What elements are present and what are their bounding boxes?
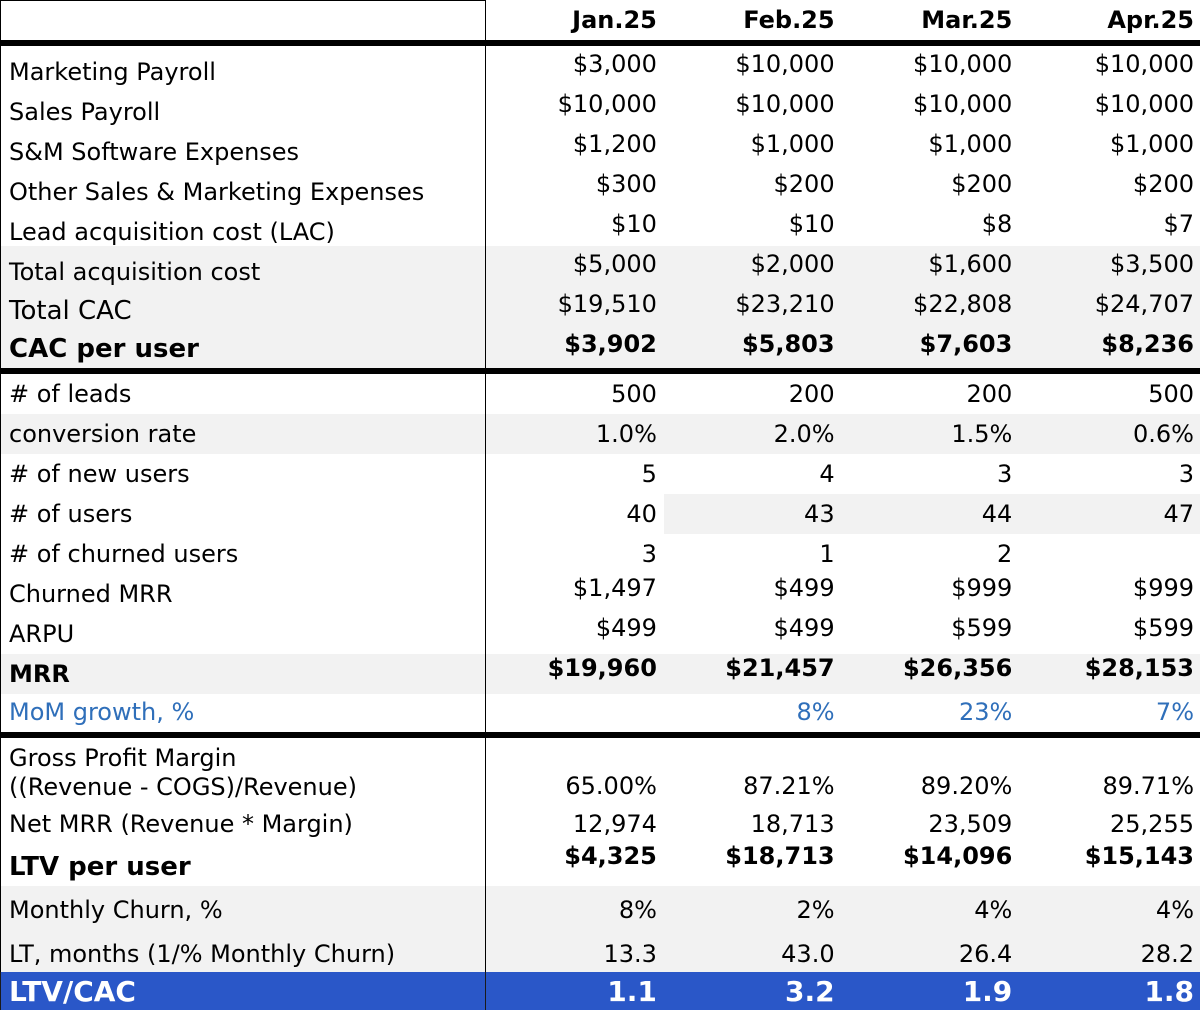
value-cell[interactable]: $28,153 [1019,654,1200,694]
table-row [0,166,1200,206]
row-label[interactable]: Churned MRR [0,574,486,614]
value-cell[interactable]: $7,603 [842,326,1020,368]
value-cell[interactable]: $3,902 [486,326,664,368]
table-row [0,414,1200,454]
row-label[interactable]: LTV/CAC [0,972,486,1010]
row-label[interactable]: # of churned users [0,534,486,574]
value-cell[interactable]: 23,509 [928,810,1013,838]
value-cell[interactable]: $24,707 [1019,286,1200,326]
value-cell[interactable]: 3 [997,460,1013,488]
value-cell[interactable]: 26.4 [842,932,1020,972]
value-cell[interactable]: $599 [1132,614,1194,642]
row-label[interactable]: Lead acquisition cost (LAC) [0,206,486,246]
row-label-line2: ((Revenue - COGS)/Revenue) [9,773,357,801]
value-cell[interactable]: 47 [1019,494,1200,534]
value-cell[interactable]: $1,000 [928,130,1013,158]
value-cell[interactable]: $5,803 [664,326,842,368]
value-cell[interactable]: $10 [788,210,835,238]
value-cell[interactable]: $599 [951,614,1013,642]
value-cell[interactable]: $1,000 [1110,130,1194,158]
value-cell[interactable]: 4% [1019,886,1200,932]
value-cell[interactable]: 44 [842,494,1020,534]
row-label[interactable]: S&M Software Expenses [0,126,486,166]
table-row [0,534,1200,574]
value-cell[interactable]: 500 [1148,380,1194,408]
value-cell[interactable]: $200 [951,170,1013,198]
value-cell[interactable]: $499 [595,614,657,642]
table-row [0,694,1200,738]
value-cell[interactable]: $10,000 [1094,90,1194,118]
value-cell[interactable]: 28.2 [1019,932,1200,972]
table-row [0,126,1200,166]
value-cell[interactable]: 3 [641,540,657,568]
table-row [0,804,1200,842]
row-label[interactable]: LT, months (1/% Monthly Churn) [0,932,486,972]
value-cell[interactable]: $2,000 [664,246,842,286]
row-label-line1: Gross Profit Margin [9,744,237,772]
value-cell[interactable]: $200 [1132,170,1194,198]
value-cell[interactable]: 89.20% [920,772,1013,800]
column-header[interactable]: Apr.25 [1107,6,1194,34]
table-row [0,286,1200,326]
value-cell[interactable]: $1,000 [750,130,835,158]
row-label[interactable]: Total CAC [0,286,486,326]
value-cell[interactable]: $1,497 [572,574,657,602]
row-label[interactable]: # of leads [0,374,486,414]
value-cell[interactable]: $10,000 [735,90,835,118]
value-cell[interactable]: 1.9 [962,974,1013,1008]
table-row [0,374,1200,414]
table-row [0,46,1200,86]
value-cell[interactable]: $14,096 [902,842,1013,870]
value-cell[interactable]: $4,325 [564,842,657,870]
value-cell[interactable]: 8% [796,698,835,726]
value-cell[interactable]: $19,510 [486,286,664,326]
value-cell[interactable]: 3 [1178,460,1194,488]
value-cell[interactable] [486,694,664,732]
row-label[interactable]: MRR [0,654,486,694]
table-row [0,614,1200,654]
row-label[interactable]: # of users [0,494,486,534]
value-cell[interactable]: $1,200 [572,130,657,158]
value-cell[interactable]: $499 [773,574,835,602]
value-cell[interactable]: $999 [951,574,1013,602]
value-cell[interactable]: $10,000 [913,90,1013,118]
table-row [0,932,1200,972]
value-cell[interactable]: 1 [819,540,835,568]
value-cell[interactable] [1019,534,1200,574]
value-cell[interactable]: 3.2 [784,974,835,1008]
value-cell[interactable]: 87.21% [743,772,835,800]
row-label[interactable]: Sales Payroll [0,86,486,126]
row-label[interactable]: MoM growth, % [0,694,486,732]
table-row [0,574,1200,614]
table-row [0,246,1200,286]
column-header[interactable]: Feb.25 [743,6,835,34]
value-cell[interactable]: $10,000 [1094,50,1194,78]
row-label[interactable]: Net MRR (Revenue * Margin) [0,804,486,842]
ltv-cac-row [0,972,1200,1010]
value-cell[interactable]: 13.3 [486,932,664,972]
value-cell[interactable]: $23,210 [664,286,842,326]
value-cell[interactable]: 25,255 [1110,810,1194,838]
value-cell[interactable]: $3,500 [1019,246,1200,286]
row-label[interactable]: Marketing Payroll [0,46,486,86]
value-cell[interactable]: 200 [788,380,835,408]
row-label[interactable]: # of new users [0,454,486,494]
value-cell[interactable]: $5,000 [486,246,664,286]
value-cell[interactable]: $7 [1163,210,1194,238]
value-cell[interactable]: $21,457 [664,654,842,694]
value-cell[interactable]: $200 [773,170,835,198]
value-cell[interactable]: 4 [819,460,835,488]
value-cell[interactable]: 1.8 [1144,974,1194,1008]
value-cell[interactable]: $1,600 [842,246,1020,286]
header-row [0,0,1200,46]
row-label[interactable]: Other Sales & Marketing Expenses [0,166,486,206]
value-cell[interactable]: $10,000 [557,90,657,118]
table-row [0,738,1200,804]
value-cell[interactable]: 1.0% [486,414,664,454]
value-cell[interactable]: 43 [664,494,842,534]
value-cell[interactable]: $10,000 [913,50,1013,78]
table-row [0,86,1200,126]
value-cell[interactable]: $15,143 [1084,842,1194,870]
table-row [0,494,1200,534]
table-row [0,454,1200,494]
value-cell[interactable]: $8,236 [1019,326,1200,368]
table-row [0,326,1200,374]
value-cell[interactable]: 2.0% [664,414,842,454]
row-label[interactable]: LTV per user [0,842,486,886]
value-cell[interactable]: 43.0 [664,932,842,972]
value-cell[interactable]: $10,000 [735,50,835,78]
value-cell[interactable]: $19,960 [486,654,664,694]
value-cell[interactable]: 89.71% [1102,772,1194,800]
value-cell[interactable]: 500 [611,380,657,408]
value-cell[interactable]: 7% [1155,698,1194,726]
value-cell[interactable]: 0.6% [1019,414,1200,454]
table-row [0,654,1200,694]
value-cell[interactable]: 2 [997,540,1013,568]
column-header[interactable]: Jan.25 [572,6,657,34]
value-cell[interactable]: $22,808 [842,286,1020,326]
value-cell[interactable]: 200 [966,380,1013,408]
value-cell[interactable]: 12,974 [572,810,657,838]
value-cell[interactable]: $8 [981,210,1013,238]
row-label[interactable] [0,738,486,804]
row-label[interactable]: conversion rate [0,414,486,454]
value-cell[interactable]: 40 [626,500,657,528]
table-row [0,842,1200,886]
value-cell[interactable]: 5 [641,460,657,488]
value-cell[interactable]: $26,356 [842,654,1020,694]
column-header[interactable]: Mar.25 [921,6,1013,34]
value-cell[interactable]: $499 [773,614,835,642]
value-cell[interactable]: 1.5% [842,414,1020,454]
value-cell[interactable]: 18,713 [750,810,835,838]
value-cell[interactable]: 65.00% [565,772,657,800]
row-label[interactable]: Total acquisition cost [0,246,486,286]
value-cell[interactable]: $18,713 [725,842,835,870]
value-cell[interactable]: $3,000 [572,50,657,78]
header-corner-cell[interactable] [0,0,486,40]
value-cell[interactable]: $10 [611,210,657,238]
value-cell[interactable]: 8% [486,886,664,932]
row-label[interactable]: ARPU [0,614,486,654]
table-row [0,206,1200,246]
value-cell[interactable]: 2% [664,886,842,932]
value-cell[interactable]: $999 [1132,574,1194,602]
value-cell[interactable]: 4% [842,886,1020,932]
value-cell[interactable]: $300 [595,170,657,198]
row-label[interactable]: Monthly Churn, % [0,886,486,932]
table-row [0,886,1200,932]
value-cell[interactable]: 23% [958,698,1013,726]
value-cell[interactable]: 1.1 [607,974,657,1008]
row-label[interactable]: CAC per user [0,326,486,368]
